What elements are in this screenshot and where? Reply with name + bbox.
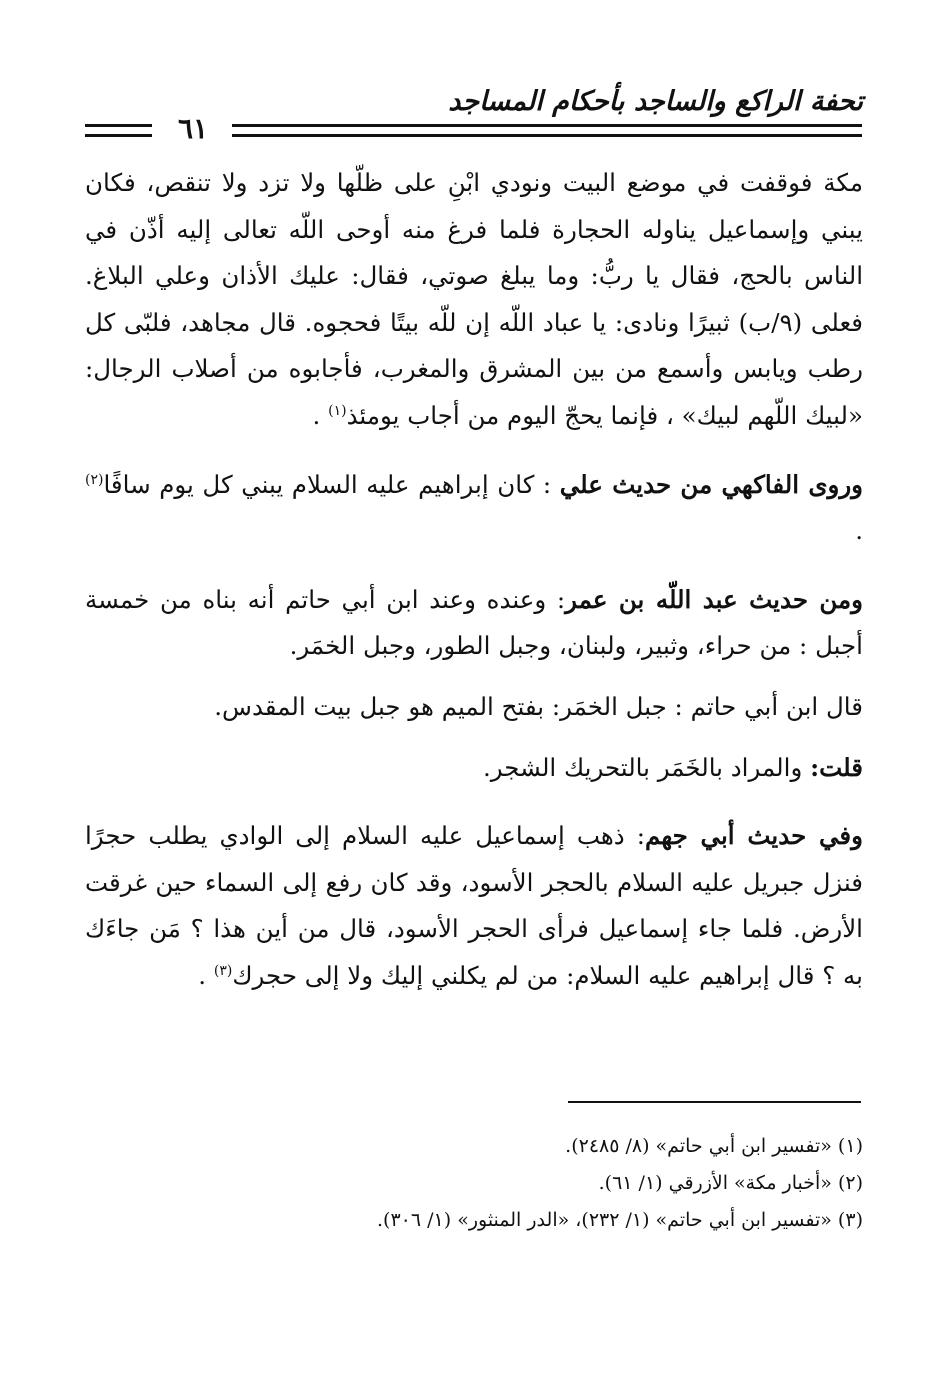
footnote-ref-3: (٣) xyxy=(213,962,233,979)
footnotes xyxy=(85,1128,863,1239)
paragraph-1 xyxy=(85,160,863,440)
page-number: ٦١ xyxy=(177,112,209,145)
paragraph-4 xyxy=(85,684,863,731)
header-rule-left-top xyxy=(85,124,152,127)
header-rule-left-bottom xyxy=(85,134,152,137)
paragraph-2-text: : كان إبراهيم عليه السلام يبني كل يوم سافًا xyxy=(103,469,560,499)
paragraph-1-end: . xyxy=(312,400,329,430)
footnote-separator xyxy=(568,1101,861,1103)
main-text xyxy=(85,160,863,1022)
paragraph-3-text: : وعنده وعند ابن أبي حاتم أنه بناه من خمسة أجبل : من حراء، وثبير، ولبنان، وجبل الطور، وجبل الخمَر. xyxy=(85,584,863,661)
paragraph-1-text: مكة فوقفت في موضع البيت ونودي ابْنِ على ظلّها ولا تزد ولا تنقص، فكان يبني وإسماعيل يناوله الحجارة فلما فرغ منه أوحى اللّه تعالى إليه أذّن في الناس بالحج، فقال يا ربُّ: وما يبلغ صوتي، فقال: عليك الأذان وعلي البلاغ. فعلى (٩/ب) ثبيرًا ونادى: يا عباد اللّه إن للّه بيتًا فحجوه. قال مجاهد، فلبّى كل رطب ويابس وأسمع من بين المشرق والمغرب، فأجابوه من أصلاب الرجال: «لبيك اللّهم لبيك» ، فإنما يحجّ اليوم من أجاب يومئذ xyxy=(85,168,863,430)
paragraph-5 xyxy=(85,745,863,792)
header-rule-right-top xyxy=(232,124,862,127)
footnote-1: (١) «تفسير ابن أبي حاتم» (٨/ ٢٤٨٥). xyxy=(565,1135,863,1157)
paragraph-3-lead: ومن حديث عبد اللّه بن عمر xyxy=(565,584,864,614)
footnote-2: (٢) «أخبار مكة» الأزرقي (١/ ٦١). xyxy=(598,1172,863,1194)
paragraph-6-lead: وفي حديث أبي جهم xyxy=(645,821,863,851)
header-rule-right-bottom xyxy=(232,134,862,137)
paragraph-6-text: : ذهب إسماعيل عليه السلام إلى الوادي يطلب حجرًا فنزل جبريل عليه السلام بالحجر الأسود، وقد كان رفع إلى السماء حين غرقت الأرض. فلما جاء إسماعيل فرأى الحجر الأسود، قال من أين هذا ؟ مَن جاءَك به ؟ قال إبراهيم عليه السلام: من لم يكلني إليك ولا إلى حجرك xyxy=(85,821,863,990)
paragraph-2-end: . xyxy=(855,516,863,546)
footnote-3: (٣) «تفسير ابن أبي حاتم» (١/ ٢٣٢)، «الدر المنثور» (١/ ٣٠٦). xyxy=(377,1209,863,1231)
paragraph-2-lead: وروى الفاكهي من حديث علي xyxy=(559,469,863,499)
paragraph-6 xyxy=(85,813,863,999)
footnote-ref-1: (١) xyxy=(328,402,347,419)
paragraph-6-end: . xyxy=(198,960,214,990)
paragraph-5-lead: قلت: xyxy=(810,752,863,782)
paragraph-2 xyxy=(85,462,863,555)
running-title: تحفة الراكع والساجد بأحكام المساجد xyxy=(448,86,863,117)
footnote-ref-2: (٢) xyxy=(85,471,104,488)
paragraph-5-text: والمراد بالخَمَر بالتحريك الشجر. xyxy=(482,752,811,782)
paragraph-4-text: قال ابن أبي حاتم : جبل الخمَر: بفتح الميم هو جبل بيت المقدس. xyxy=(214,691,863,721)
paragraph-3 xyxy=(85,577,863,670)
